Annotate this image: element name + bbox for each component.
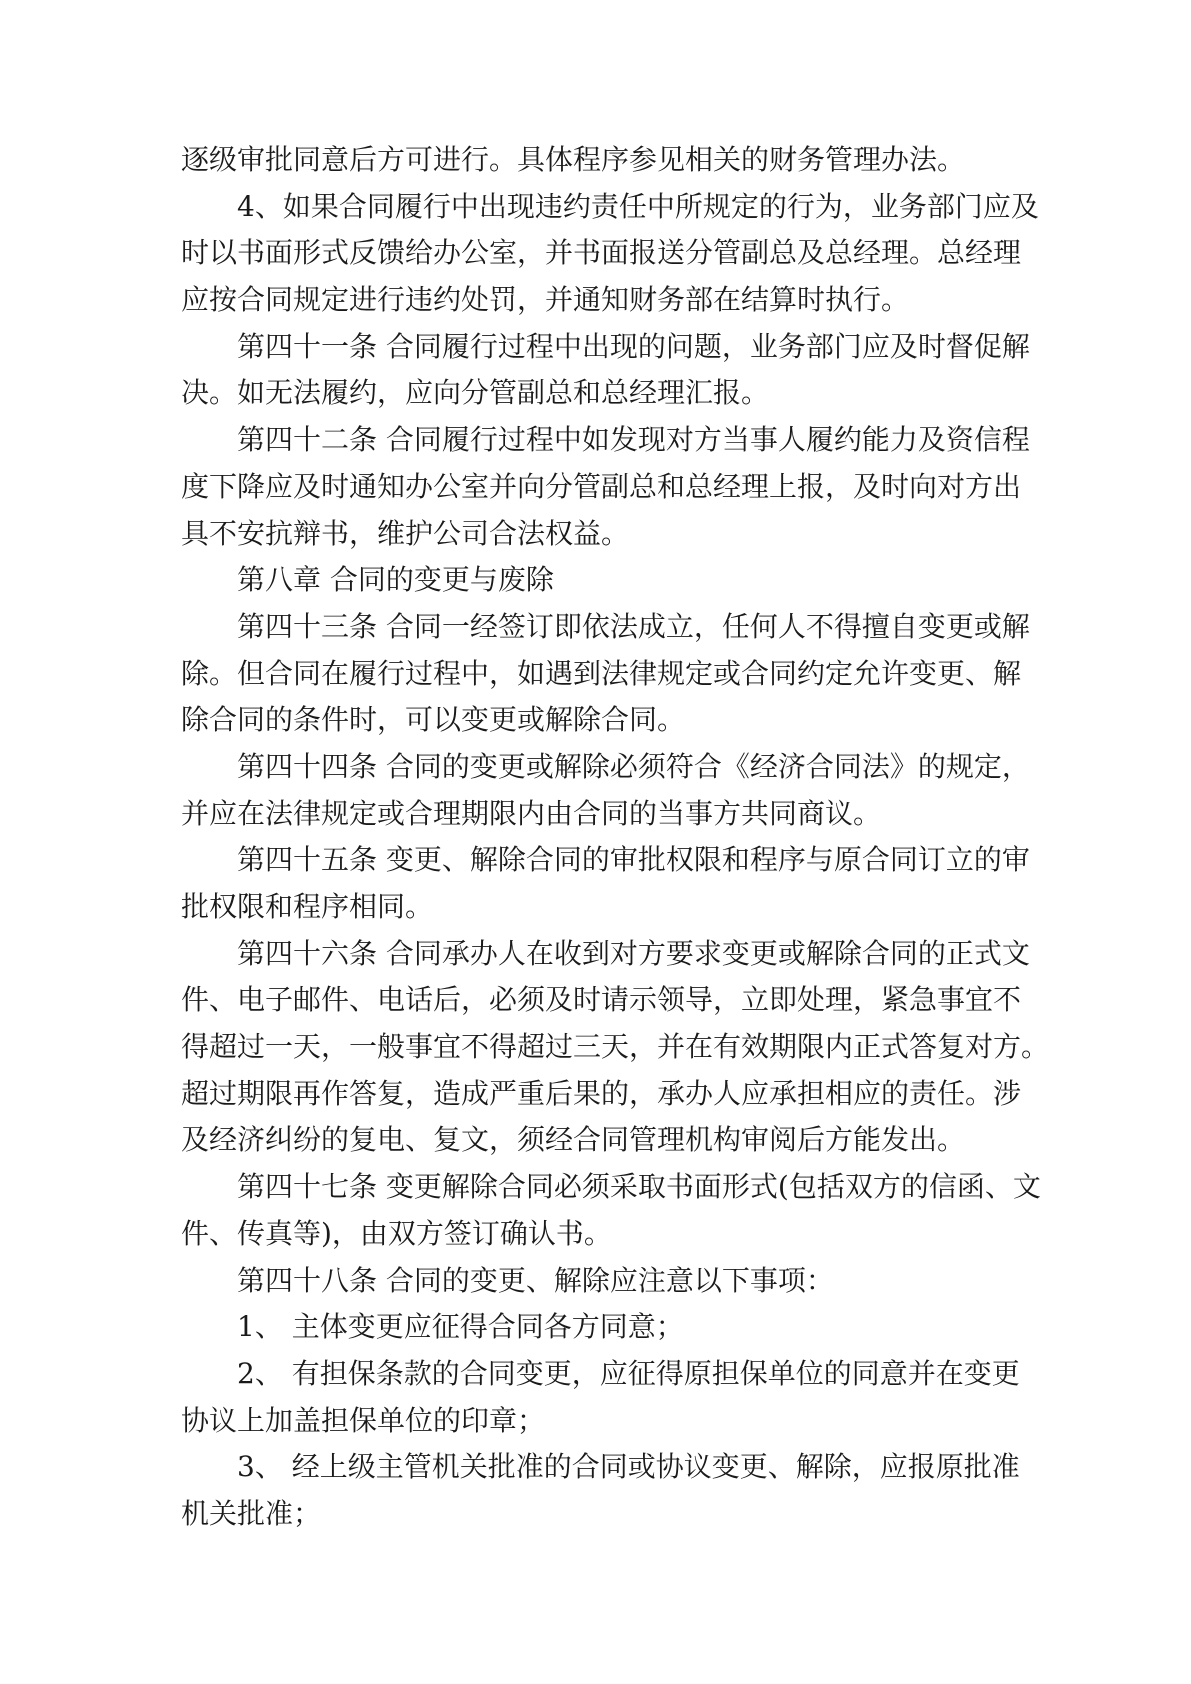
- text-line: 机关批准；: [181, 1496, 322, 1530]
- text-line: 第四十一条 合同履行过程中出现的问题，业务部门应及时督促解: [237, 329, 1030, 363]
- text-line: 3、 经上级主管机关批准的合同或协议变更、解除，应报原批准: [237, 1450, 1020, 1484]
- document-body: [181, 137, 1050, 1538]
- text-line: 具不安抗辩书，维护公司合法权益。: [181, 516, 630, 550]
- text-line: 第四十三条 合同一经签订即依法成立，任何人不得擅自变更或解: [237, 609, 1030, 643]
- text-line: 第八章 合同的变更与废除: [237, 563, 554, 597]
- text-line: 时以书面形式反馈给办公室，并书面报送分管副总及总经理。总经理: [181, 236, 1022, 270]
- text-line: 决。如无法履约，应向分管副总和总经理汇报。: [181, 376, 770, 410]
- text-line: 协议上加盖担保单位的印章；: [181, 1403, 546, 1437]
- text-line: 及经济纠纷的复电、复文，须经合同管理机构审阅后方能发出。: [181, 1123, 966, 1157]
- text-line: 第四十四条 合同的变更或解除必须符合《经济合同法》的规定，: [237, 749, 1030, 783]
- text-line: 除。但合同在履行过程中，如遇到法律规定或合同约定允许变更、解: [181, 656, 1022, 690]
- text-line: 2、 有担保条款的合同变更，应征得原担保单位的同意并在变更: [237, 1356, 1020, 1390]
- text-line: 件、电子邮件、电话后，必须及时请示领导，立即处理，紧急事宜不: [181, 983, 1022, 1017]
- text-line: 并应在法律规定或合理期限内由合同的当事方共同商议。: [181, 796, 882, 830]
- text-line: 度下降应及时通知办公室并向分管副总和总经理上报，及时向对方出: [181, 469, 1022, 503]
- text-line: 第四十七条 变更解除合同必须采取书面形式(包括双方的信函、文: [237, 1170, 1041, 1204]
- text-line: 逐级审批同意后方可进行。具体程序参见相关的财务管理办法。: [181, 143, 966, 176]
- text-line: 批权限和程序相同。: [181, 890, 434, 923]
- text-line: 第四十六条 合同承办人在收到对方要求变更或解除合同的正式文: [237, 936, 1030, 970]
- text-line: 第四十二条 合同履行过程中如发现对方当事人履约能力及资信程: [237, 423, 1030, 457]
- text-line: 第四十五条 变更、解除合同的审批权限和程序与原合同订立的审: [237, 843, 1030, 877]
- text-line: 4、如果合同履行中出现违约责任中所规定的行为，业务部门应及: [237, 189, 1039, 223]
- text-line: 件、传真等)，由双方签订确认书。: [181, 1216, 612, 1250]
- text-line: 第四十八条 合同的变更、解除应注意以下事项：: [237, 1263, 834, 1297]
- text-line: 除合同的条件时，可以变更或解除合同。: [181, 703, 686, 737]
- text-line: 应按合同规定进行违约处罚，并通知财务部在结算时执行。: [181, 283, 910, 317]
- text-line: 1、 主体变更应征得合同各方同意；: [237, 1310, 684, 1344]
- text-line: 得超过一天，一般事宜不得超过三天，并在有效期限内正式答复对方。: [181, 1030, 1050, 1064]
- text-line: 超过期限再作答复，造成严重后果的，承办人应承担相应的责任。涉: [181, 1076, 1022, 1110]
